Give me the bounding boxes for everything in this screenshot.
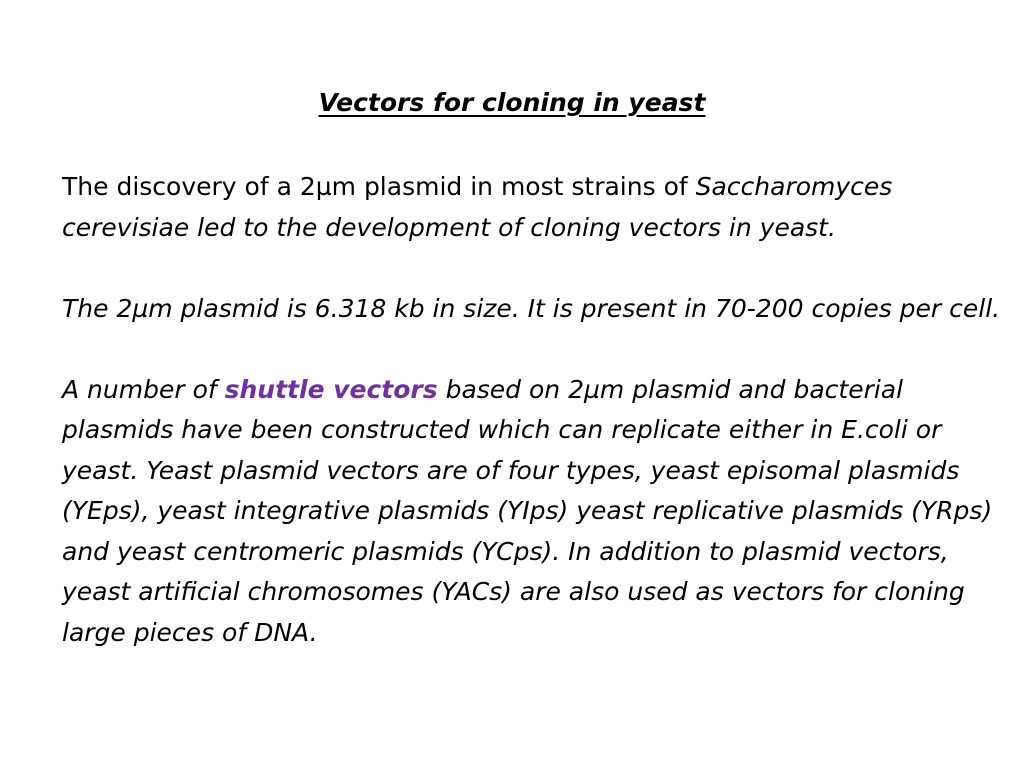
paragraph-3-run-1: A number of <box>62 374 225 404</box>
shuttle-vectors-highlight: shuttle vectors <box>224 374 438 404</box>
slide-body <box>62 167 1002 653</box>
paragraph-1-run-1: The discovery of a 2µm plasmid in most strains of <box>62 172 696 201</box>
paragraph-1-run-2-species: Saccharomyces cerevisiae <box>62 172 893 242</box>
paragraph-2 <box>62 289 1002 330</box>
paragraph-1 <box>62 167 1002 248</box>
slide-title: Vectors for cloning in yeast <box>318 88 706 117</box>
paragraph-2-run-1: The 2µm plasmid is 6.318 kb in size. It is present in 70-200 copies per cell. <box>62 293 1001 323</box>
paragraph-3-run-3: based on 2µm plasmid and bacterial plasmids have been constructed which can replicate either in E.coli or yeast. Yeast plasmid vectors are of four types, yeast episomal plasmids (YEps), yeast integrative plasmids (YIps) yeast replicative plasmids (YRps) and yeast centromeric plasmids (YCps). In addition to plasmid vectors, yeast artificial chromosomes (YACs) are also used as vectors for cloning large pieces of DNA. <box>62 374 993 647</box>
paragraph-3 <box>62 370 1002 654</box>
paragraph-1-run-3: led to the development of cloning vectors in yeast. <box>189 212 836 242</box>
